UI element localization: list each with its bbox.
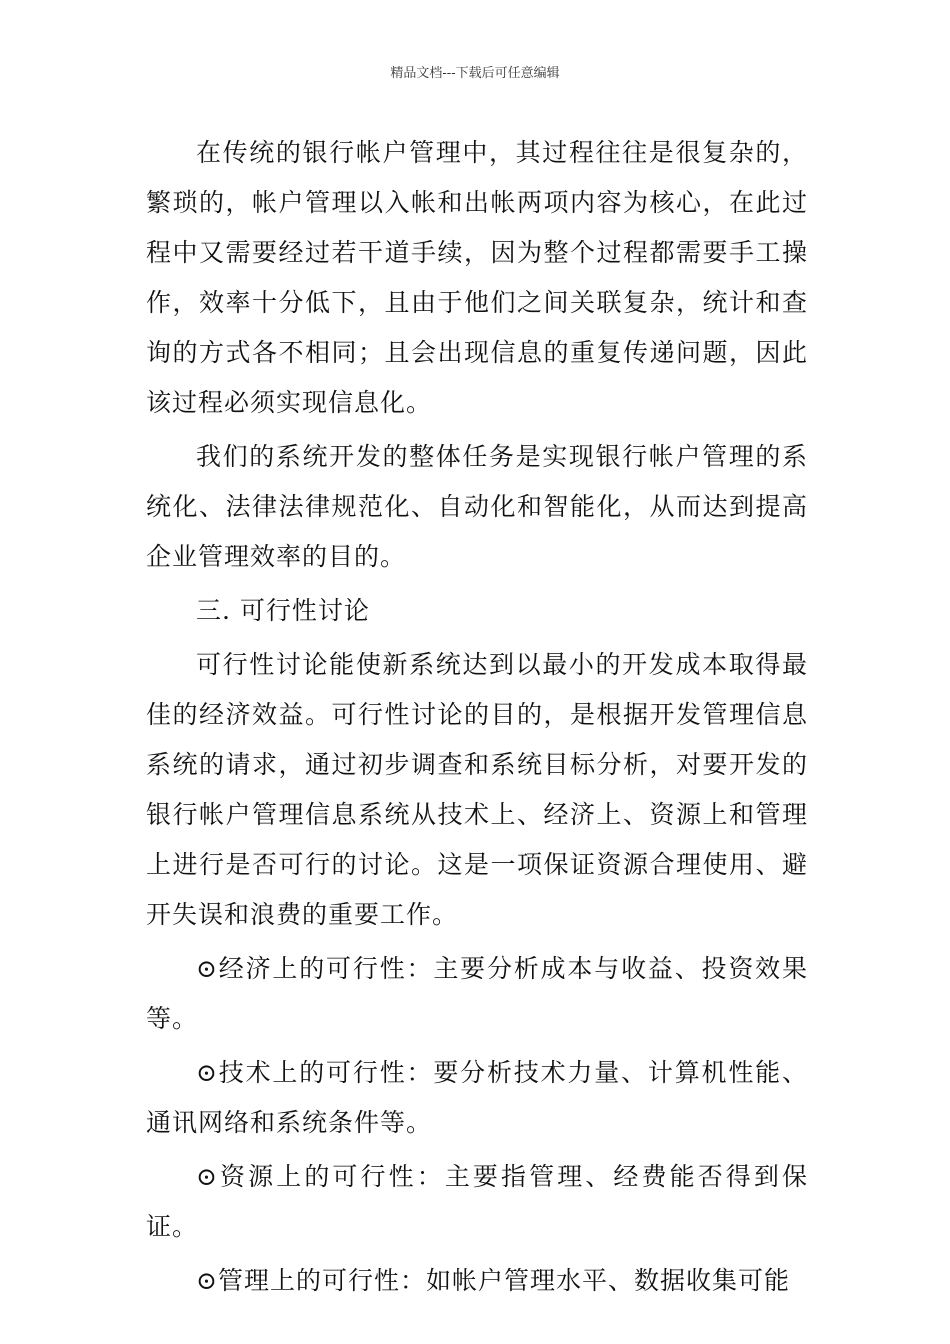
bullet-text: 资源上的可行性：主要指管理、经费能否得到保证。 <box>146 1162 808 1241</box>
paragraph-background: 在传统的银行帐户管理中，其过程往往是很复杂的，繁琐的，帐户管理以入帐和出帐两项内容为核心，在此过程中又需要经过若干道手续，因为整个过程都需要手工操作，效率十分低下，且由于他们之间关联复杂，统计和查询的方式各不相同；且会出现信息的重复传递问题，因此该过程必须实现信息化。 <box>146 138 808 417</box>
bullet-text: 技术上的可行性：要分析技术力量、计算机性能、通讯网络和系统条件等。 <box>146 1058 808 1137</box>
bullet-text: 经济上的可行性：主要分析成本与收益、投资效果等。 <box>146 954 808 1033</box>
bullet-economic <box>146 944 808 1044</box>
bullet-management <box>146 1256 808 1306</box>
page-header: 精品文档---下载后可任意编辑 <box>390 66 560 81</box>
bullet-icon: ⊙ <box>196 954 218 983</box>
bullet-technical <box>146 1048 808 1148</box>
bullet-icon: ⊙ <box>196 1058 218 1087</box>
paragraph-task: 我们的系统开发的整体任务是实现银行帐户管理的系统化、法律法律规范化、自动化和智能化，从而达到提高企业管理效率的目的。 <box>146 442 808 571</box>
bullet-text: 管理上的可行性：如帐户管理水平、数据收集可能 <box>217 1266 790 1295</box>
document-body <box>146 128 808 1310</box>
section-heading: 三. 可行性讨论 <box>196 596 370 625</box>
paragraph-feasibility-intro: 可行性讨论能使新系统达到以最小的开发成本取得最佳的经济效益。可行性讨论的目的，是根据开发管理信息系统的请求，通过初步调查和系统目标分析，对要开发的银行帐户管理信息系统从技术上、经济上、资源上和管理上进行是否可行的讨论。这是一项保证资源合理使用、避开失误和浪费的重要工作。 <box>146 650 808 929</box>
bullet-resource <box>146 1152 808 1252</box>
bullet-icon: ⊙ <box>196 1162 218 1191</box>
bullet-icon: ⊙ <box>196 1266 218 1295</box>
